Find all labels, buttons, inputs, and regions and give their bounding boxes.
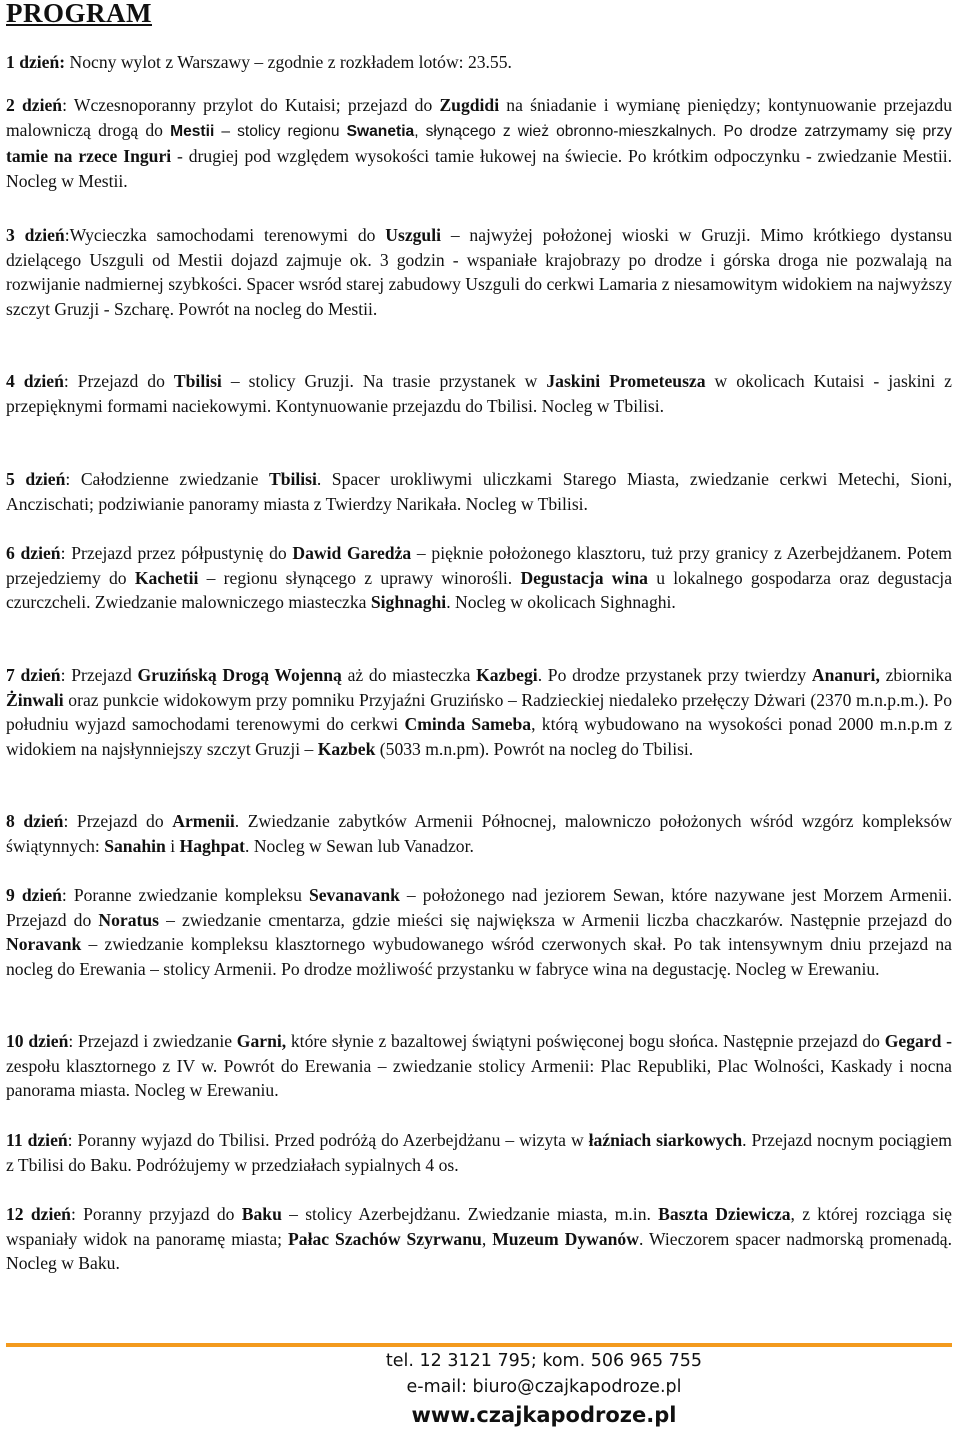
- day-text: w okolicach Kutaisi - jaskini z przepięknymi formami naciekowymi. Kontynuowanie przejazdu do Tbilisi. Nocleg w Tbilisi.: [6, 371, 952, 416]
- footer-email[interactable]: e-mail: biuro@czajkapodroze.pl: [406, 1377, 682, 1397]
- footer-divider: [6, 1343, 952, 1347]
- day-label: 1 dzień:: [6, 52, 66, 72]
- place-name: Kachetii: [134, 567, 199, 588]
- day-text: : Poranny przyjazd do: [70, 1204, 242, 1224]
- place-name: Uszguli: [385, 225, 441, 245]
- day-label: 7 dzień: [6, 665, 61, 685]
- place-name: Baku: [241, 1204, 282, 1224]
- place-name: Tbilisi: [173, 371, 222, 391]
- day-text: : Przejazd przez półpustynię do: [60, 543, 293, 563]
- place-name: Gegard -: [884, 1031, 952, 1051]
- day-text: – zwiedzanie kompleksu klasztornego wybudowanego wśród czerwonych skał. Po tak intensywnym dniu przejazd na nocleg do Erewania – stolicy Armenii. Po drodze możliwość przystanku w fabryce wina na degustację. Nocleg w Erewaniu.: [6, 934, 952, 979]
- day-text: u lokalnego gospodarza oraz degustacja czurczcheli. Zwiedzanie malowniczego miasteczka: [6, 567, 953, 612]
- day-label: 11 dzień: [6, 1130, 68, 1150]
- day-text: zespołu klasztornego z IV w. Powrót do Erewania – zwiedzanie stolicy Armenii: Plac Republiki, Plac Wolności, Kaskady i nocna panorama miasta. Nocleg w Erewaniu.: [6, 1055, 952, 1100]
- place-name: Sighnaghi: [370, 592, 447, 612]
- day-label: 3 dzień: [6, 225, 65, 245]
- day-text: Nocny wylot z Warszawy – zgodnie z rozkładem lotów: 23.55.: [65, 52, 512, 72]
- place-name: Noravank: [6, 934, 82, 954]
- day-label: 2 dzień: [6, 95, 63, 115]
- place-name: Armenii: [172, 811, 235, 831]
- day-text: - drugiej pod względem wysokości tamie łukowej na świecie. Po krótkim odpoczynku - zwiedzanie Mestii. Nocleg w Mestii.: [6, 146, 952, 191]
- place-name: Sanahin: [104, 835, 166, 856]
- day-text: ,: [481, 1228, 493, 1249]
- day-10: [6, 1029, 952, 1103]
- place-name: Baszta Dziewicza: [658, 1204, 791, 1224]
- day-text: – stolicy regionu: [214, 122, 347, 140]
- day-text: :Wycieczka samochodami terenowymi do: [64, 225, 386, 245]
- day-text: . Nocleg w okolicach Sighnaghi.: [446, 592, 676, 612]
- day-12: [6, 1202, 952, 1276]
- day-7: [6, 663, 952, 761]
- day-6: [6, 541, 952, 615]
- day-label: 4 dzień: [6, 371, 64, 391]
- place-name: tamie na rzece Inguri: [6, 146, 172, 166]
- day-text: (5033 m.n.pm). Powrót na nocleg do Tbilisi.: [375, 738, 694, 759]
- day-text: . Nocleg w Sewan lub Vanadzor.: [245, 835, 474, 856]
- day-text: : Przejazd do: [63, 371, 174, 391]
- day-text: – zwiedzanie cmentarza, gdzie mieści się największa w Armenii liczba chaczkarów. Następnie przejazd do: [159, 909, 952, 930]
- day-text: zbiornika: [879, 665, 953, 685]
- day-text: , słynącego z wież obronno-mieszkalnych. Po drodze zatrzymamy się przy: [414, 122, 952, 140]
- program-page: [6, 0, 953, 1273]
- page-title: PROGRAM: [6, 0, 152, 28]
- footer: [0, 1348, 960, 1430]
- day-text: . Po drodze przystanek przy twierdzy: [537, 665, 812, 685]
- day-text: : Poranne zwiedzanie kompleksu: [61, 885, 309, 905]
- day-text: – stolicy Gruzji. Na trasie przystanek w: [221, 371, 547, 391]
- day-text: oraz punkcie widokowym przy pomniku Przyjaźni Gruzińsko – Radzieckiej niedaleko przełęczy Dżwari (2370 m.n.p.m.). Po południu wyjazd samochodami terenowymi do cerkwi: [6, 689, 952, 734]
- place-name: Sevanavank: [308, 885, 400, 905]
- place-name: Ananuri,: [811, 665, 880, 685]
- day-9: [6, 883, 952, 981]
- day-8: [6, 809, 952, 858]
- place-name: Jaskini Prometeusza: [546, 371, 706, 391]
- place-name: Cminda Sameba: [404, 714, 532, 734]
- day-text: : Wczesnoporanny przylot do Kutaisi; przejazd do: [62, 95, 440, 115]
- place-name: Garni,: [236, 1031, 287, 1051]
- day-label: 8 dzień: [6, 811, 64, 831]
- day-text: , z której rozciąga się wspaniały widok na panoramę miasta;: [6, 1204, 952, 1249]
- place-name: Gruzińską Drogą Wojenną: [137, 665, 342, 685]
- day-text: : Poranny wyjazd do Tbilisi. Przed podróżą do Azerbejdżanu – wizyta w: [67, 1130, 589, 1150]
- place-name: Noratus: [98, 909, 159, 930]
- day-text: na śniadanie i wymianę pieniędzy; kontynuowanie przejazdu malowniczą drogą do: [6, 95, 953, 140]
- day-5: [6, 467, 952, 516]
- footer-phone: tel. 12 3121 795; kom. 506 965 755: [385, 1351, 703, 1371]
- place-name: Haghpat: [179, 835, 246, 856]
- day-3: [6, 223, 952, 321]
- day-text: : Przejazd do: [63, 811, 173, 831]
- place-name: Mestii: [170, 122, 215, 140]
- day-text: które słynie z bazaltowej świątyni poświęconej bogu słońca. Następnie przejazd do: [286, 1031, 885, 1051]
- day-text: : Całodzienne zwiedzanie: [65, 469, 269, 489]
- day-text: aż do miasteczka: [341, 665, 477, 685]
- day-text: – najwyżej położonej wioski w Gruzji. Mimo krótkiego dystansu dzielącego Uszguli od Mestii dojazd zajmuje ok. 3 godzin - wspaniałe krajobrazy po drodze i górska droga nie pozwalają na rozwijanie nadmiernej szybkości. Spacer wsród starej zabudowy Uszguli do cerkwi Lamaria z niesamowitym widokiem na najwyższy szczyt Gruzji - Szcharę. Powrót na nocleg do Mestii.: [6, 225, 952, 319]
- place-name: Tbilisi: [268, 469, 317, 489]
- day-text: , którą wybudowano na wysokości ponad 2000 m.n.p.m z widokiem na najsłynniejszy szczyt Gruzji –: [6, 714, 952, 759]
- place-name: Kazbek: [317, 738, 376, 759]
- day-text: – położonego nad jeziorem Sewan, które nazywane jest Morzem Armenii. Przejazd do: [6, 885, 952, 930]
- place-name: Kazbegi: [476, 665, 538, 685]
- place-name: Żinwali: [6, 689, 64, 710]
- place-name: Dawid Garedża: [292, 543, 412, 563]
- day-text: – regionu słynącego z uprawy winorośli.: [198, 567, 521, 588]
- day-label: 6 dzień: [6, 543, 61, 563]
- day-4: [6, 369, 952, 418]
- day-label: 10 dzień: [6, 1031, 69, 1051]
- day-11: [6, 1128, 952, 1177]
- place-name: Swanetia: [346, 122, 415, 140]
- footer-website[interactable]: www.czajkapodroze.pl: [411, 1403, 677, 1427]
- place-name: Zugdidi: [439, 95, 500, 115]
- day-text: . Wieczorem spacer nadmorską promenadą. Nocleg w Baku.: [6, 1228, 953, 1273]
- day-text: – stolicy Azerbejdżanu. Zwiedzanie miasta, m.in.: [281, 1204, 659, 1224]
- day-text: . Przejazd nocnym pociągiem z Tbilisi do Baku. Podróżujemy w przedziałach sypialnych 4 os.: [6, 1130, 952, 1175]
- day-2: [6, 93, 952, 193]
- day-text: . Zwiedzanie zabytków Armenii Północnej, malowniczo położonych wśród wzgórz kompleksów świątynnych:: [6, 811, 952, 856]
- day-label: 9 dzień: [6, 885, 62, 905]
- day-text: i: [165, 835, 180, 856]
- place-name: Degustacja wina: [520, 567, 648, 588]
- day-label: 5 dzień: [6, 469, 66, 489]
- day-label: 12 dzień: [6, 1204, 71, 1224]
- day-text: : Przejazd: [60, 665, 138, 685]
- day-text: – pięknie położonego klasztoru, tuż przy granicy z Azerbejdżanem. Potem przejedziemy do: [6, 543, 952, 588]
- place-name: łaźniach siarkowych: [588, 1130, 743, 1150]
- day-text: . Spacer urokliwymi uliczkami Starego Miasta, zwiedzanie cerkwi Metechi, Sioni, Anczischati; podziwianie panoramy miasta z Twierdzy Narikała. Nocleg w Tbilisi.: [6, 469, 952, 514]
- place-name: Pałac Szachów Szyrwanu: [288, 1228, 482, 1249]
- place-name: Muzeum Dywanów: [492, 1228, 639, 1249]
- day-text: : Przejazd i zwiedzanie: [68, 1031, 237, 1051]
- day-1: [6, 50, 512, 75]
